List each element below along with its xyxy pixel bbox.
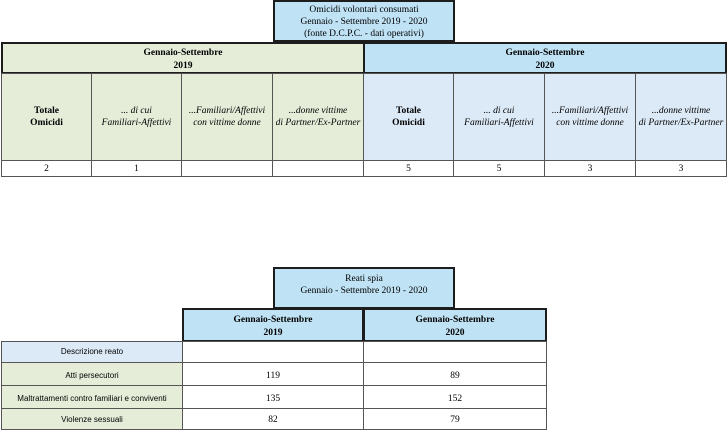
col-header-vittime-donne-2019: ...Familiari/Affettivi con vittime donne bbox=[181, 73, 273, 161]
table1-title-line: Omicidi volontari consumati bbox=[309, 5, 419, 15]
description-header-blank-2019 bbox=[182, 341, 364, 363]
value-partner-2019 bbox=[272, 160, 364, 177]
value-totale-2020: 5 bbox=[363, 160, 454, 177]
table1-title bbox=[273, 0, 455, 42]
row-value-2019: 82 bbox=[182, 408, 364, 430]
col-header-totale-omicidi-2019: Totale Omicidi bbox=[1, 73, 92, 161]
row-label: Atti persecutori bbox=[1, 362, 183, 386]
col-header-vittime-donne-2020: ...Familiari/Affettivi con vittime donne bbox=[544, 73, 636, 161]
col-header-familiari-affettivi-2020: ... di cui Familiari-Affettivi bbox=[453, 73, 545, 161]
value-vittime-donne-2019 bbox=[181, 160, 273, 177]
period-year: 2019 bbox=[263, 328, 283, 338]
col-header-partner-2020: ...donne vittime di Partner/Ex-Partner bbox=[635, 73, 727, 161]
table2-title-line: Reati spia bbox=[345, 274, 383, 284]
value-familiari-2020: 5 bbox=[453, 160, 545, 177]
col-header-totale-omicidi-2020: Totale Omicidi bbox=[363, 73, 454, 161]
table2-title-line: Gennaio - Settembre 2019 - 2020 bbox=[300, 286, 428, 296]
period-label: Gennaio-Settembre bbox=[505, 48, 585, 58]
period-year: 2020 bbox=[535, 61, 555, 71]
table2-title bbox=[273, 267, 455, 309]
period-year: 2019 bbox=[173, 61, 193, 71]
description-header: Descrizione reato bbox=[1, 341, 183, 363]
row-value-2020: 152 bbox=[363, 385, 547, 409]
table2-period-2019-header bbox=[182, 308, 364, 342]
table1-title-line: Gennaio - Settembre 2019 - 2020 bbox=[300, 17, 428, 27]
row-value-2020: 79 bbox=[363, 408, 547, 430]
table1-period-2019-header bbox=[1, 42, 365, 74]
table2-period-2020-header bbox=[363, 308, 547, 342]
value-partner-2020: 3 bbox=[635, 160, 727, 177]
period-label: Gennaio-Settembre bbox=[415, 315, 495, 325]
row-value-2019: 135 bbox=[182, 385, 364, 409]
period-label: Gennaio-Settembre bbox=[143, 48, 223, 58]
table1-title-line: (fonte D.C.P.C. - dati operativi) bbox=[304, 29, 424, 39]
row-value-2019: 119 bbox=[182, 362, 364, 386]
col-header-familiari-affettivi-2019: ... di cui Familiari-Affettivi bbox=[91, 73, 182, 161]
description-header-blank-2020 bbox=[363, 341, 547, 363]
table1-period-2020-header bbox=[363, 42, 727, 74]
value-vittime-donne-2020: 3 bbox=[544, 160, 636, 177]
value-familiari-2019: 1 bbox=[91, 160, 182, 177]
row-label: Maltrattamenti contro familiari e conviventi bbox=[1, 385, 183, 409]
value-totale-2019: 2 bbox=[1, 160, 92, 177]
period-year: 2020 bbox=[445, 328, 465, 338]
col-header-partner-2019: ...donne vittime di Partner/Ex-Partner bbox=[272, 73, 364, 161]
row-value-2020: 89 bbox=[363, 362, 547, 386]
period-label: Gennaio-Settembre bbox=[233, 315, 313, 325]
row-label: Violenze sessuali bbox=[1, 408, 183, 430]
